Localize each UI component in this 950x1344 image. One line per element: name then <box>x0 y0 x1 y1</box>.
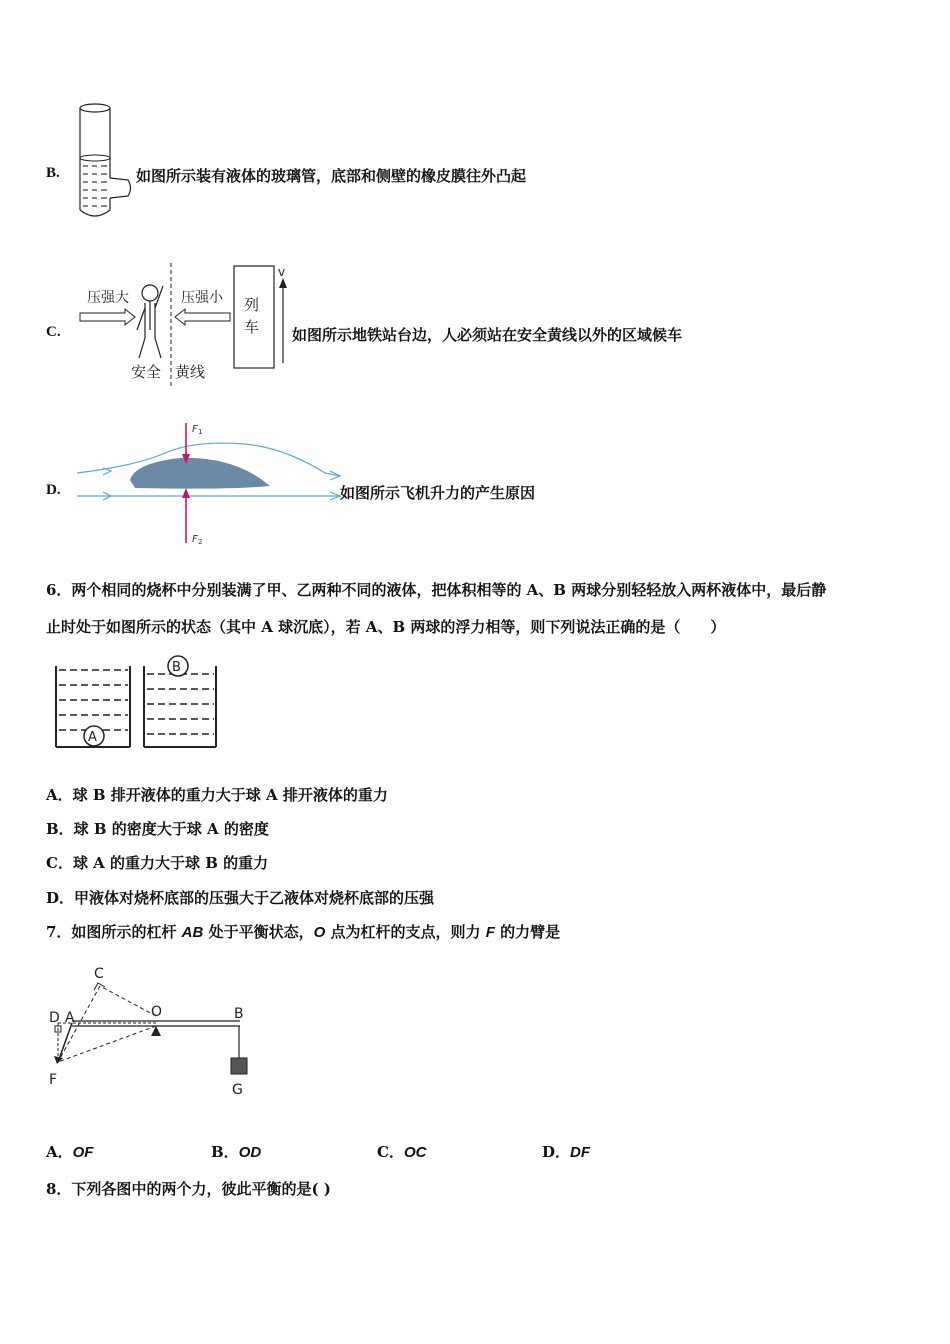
q7-option-d-letter: D． <box>542 1143 571 1161</box>
option-d-text: 如图所示飞机升力的产生原因 <box>340 484 536 502</box>
option-c-text: 如图所示地铁站台边，人必须站在安全黄线以外的区域候车 <box>292 326 683 344</box>
label-d: D <box>49 1010 60 1026</box>
q7-option-a[interactable] <box>46 1141 93 1162</box>
q7-option-b-letter: B． <box>211 1143 239 1161</box>
q7-ab: AB <box>181 924 204 941</box>
f2-subscript: 2 <box>198 538 203 546</box>
q6-option-d[interactable]: D．甲液体对烧杯底部的压强大于乙液体对烧杯底部的压强 <box>46 889 435 907</box>
train-char-2: 车 <box>244 318 260 336</box>
yellow-line-label: 黄线 <box>175 363 206 381</box>
q7-option-c-letter: C． <box>377 1143 404 1161</box>
q7-option-a-letter: A． <box>46 1143 73 1161</box>
option-d-letter: D. <box>46 482 61 498</box>
beakers-figure <box>52 652 224 752</box>
q6-line2: 止时处于如图所示的状态（其中 A 球沉底），若 A、B 两球的浮力相等，则下列说法正确的是（ ） <box>46 618 726 636</box>
low-pressure-label: 压强小 <box>181 290 223 306</box>
q7-f: F <box>485 924 495 941</box>
q7-stem <box>46 921 560 942</box>
q6-option-c[interactable]: C．球 A 的重力大于球 B 的重力 <box>46 854 269 872</box>
f1-label: F <box>192 424 198 435</box>
q7-o: O <box>313 924 326 941</box>
label-b: B <box>234 1006 244 1022</box>
velocity-label: v <box>278 265 286 279</box>
f1-subscript: 1 <box>198 428 203 436</box>
ball-a-label: A <box>88 730 97 745</box>
label-f: F <box>49 1072 58 1088</box>
q7-option-d-value: DF <box>570 1144 591 1161</box>
option-b-text: 如图所示装有液体的玻璃管，底部和侧壁的橡皮膜往外凸起 <box>136 167 527 185</box>
high-pressure-label: 压强大 <box>87 290 129 306</box>
safety-label: 安全 <box>131 363 162 381</box>
option-b-letter: B. <box>46 165 60 181</box>
q6-option-b[interactable]: B．球 B 的密度大于球 A 的密度 <box>46 820 269 838</box>
q7-mid2: 点为杠杆的支点，则力 <box>325 923 486 941</box>
label-c: C <box>94 966 104 982</box>
lever-figure <box>44 960 259 1100</box>
q7-suffix: 的力臂是 <box>494 923 561 941</box>
f2-label: F <box>192 534 198 545</box>
q7-prefix: 7．如图所示的杠杆 <box>46 923 182 941</box>
q7-mid: 处于平衡状态， <box>203 923 314 941</box>
ball-b-label: B <box>172 660 181 675</box>
q6-line1: 6．两个相同的烧杯中分别装满了甲、乙两种不同的液体，把体积相等的 A、B 两球分别轻轻放入两杯液体中，最后静 <box>46 581 827 599</box>
label-o: O <box>151 1004 163 1020</box>
label-a: A <box>65 1010 75 1026</box>
airplane-wing-figure <box>75 418 343 550</box>
glass-tube-figure <box>70 100 140 225</box>
q7-option-b[interactable] <box>211 1141 261 1162</box>
q7-option-c-value: OC <box>403 1144 427 1161</box>
q6-option-a[interactable]: A．球 B 排开液体的重力大于球 A 排开液体的重力 <box>46 786 388 804</box>
q8-stem: 8．下列各图中的两个力，彼此平衡的是( ) <box>46 1180 331 1198</box>
subway-platform-figure <box>75 258 300 388</box>
q7-option-c[interactable] <box>377 1141 426 1162</box>
q7-option-a-value: OF <box>72 1144 94 1161</box>
q7-option-b-value: OD <box>238 1144 262 1161</box>
label-g: G <box>232 1082 243 1098</box>
option-c-letter: C. <box>46 324 61 340</box>
q7-option-d[interactable] <box>542 1141 590 1162</box>
train-char-1: 列 <box>244 296 260 314</box>
